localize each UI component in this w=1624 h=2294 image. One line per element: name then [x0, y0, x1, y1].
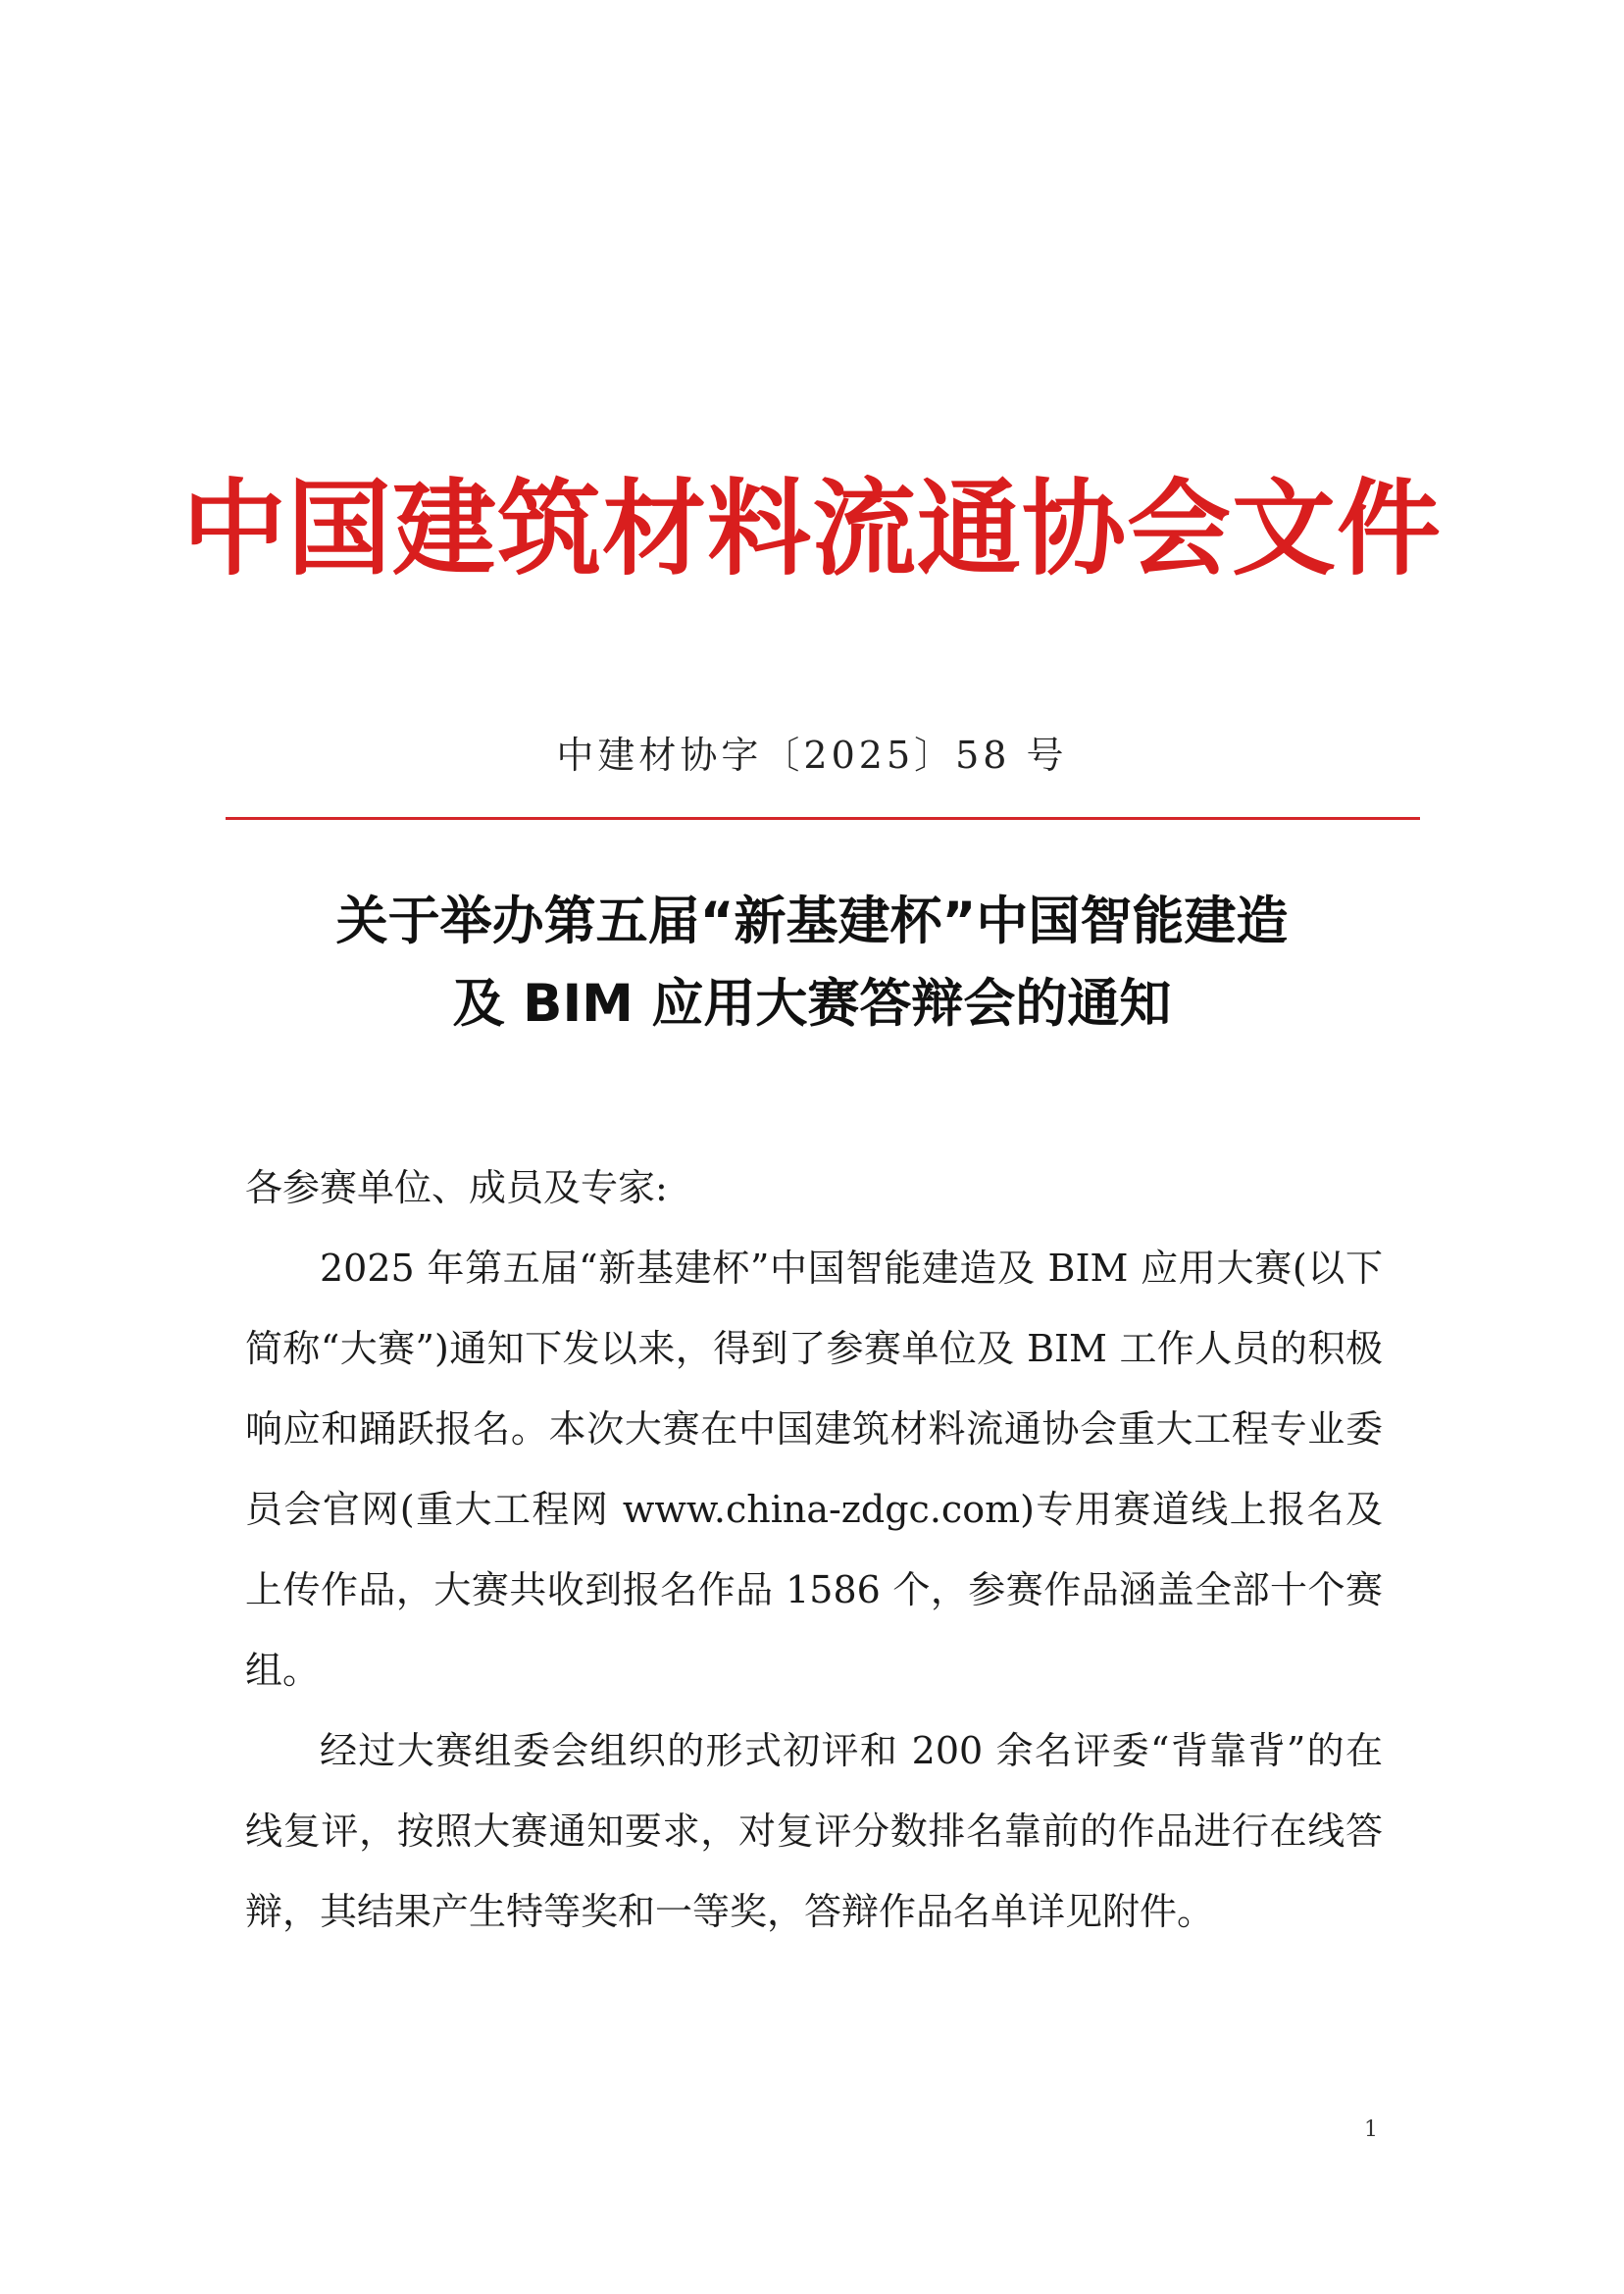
- body-paragraph-1: 2025 年第五届“新基建杯”中国智能建造及 BIM 应用大赛(以下简称“大赛”)通知下发以来，得到了参赛单位及 BIM 工作人员的积极响应和踊跃报名。本次大赛在中国建筑材料流通协会重大工程专业委员会官网(重大工程网 www.china-zdgc.com)专用赛道线上报名及上传作品，大赛共收到报名作品 1586 个，参赛作品涵盖全部十个赛组。: [245, 1247, 1383, 1692]
- notice-title-line-2: 及 BIM 应用大赛答辩会的通知: [452, 974, 1172, 1034]
- body-paragraph-2: 经过大赛组委会组织的形式初评和 200 余名评委“背靠背”的在线复评，按照大赛通知要求，对复评分数排名靠前的作品进行在线答辩，其结果产生特等奖和一等奖，答辩作品名单详见附件。: [245, 1729, 1383, 1933]
- document-number: 中建材协字〔2025〕58 号: [556, 734, 1068, 777]
- salutation: 各参赛单位、成员及专家:: [245, 1166, 668, 1209]
- red-divider-line: [226, 817, 1420, 820]
- notice-title: [196, 881, 1428, 1045]
- notice-title-line-1: 关于举办第五届“新基建杯”中国智能建造: [335, 892, 1289, 951]
- masthead-title: 中国建筑材料流通协会文件: [182, 469, 1442, 589]
- notice-body: [245, 1147, 1383, 1952]
- page-number: 1: [1364, 2117, 1378, 2142]
